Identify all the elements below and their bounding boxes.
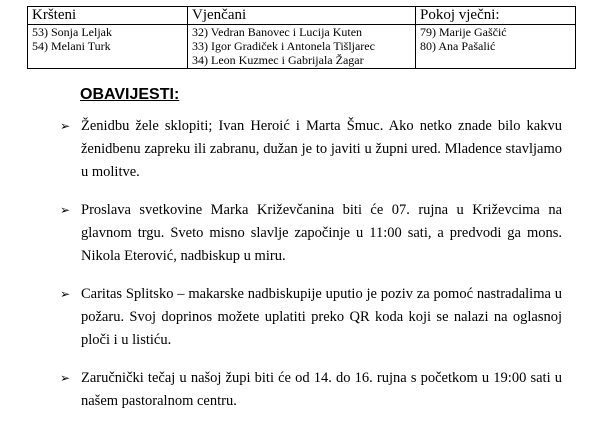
- arrow-bullet-icon: ➢: [60, 203, 71, 217]
- deceased-entry: 79) Marije Gaščić: [420, 25, 507, 39]
- married-entry: 32) Vedran Banovec i Lucija Kuten: [192, 25, 363, 39]
- announcement-text: Caritas Splitsko – makarske nadbiskupije uputio je poziv za pomoć nastradalima u požaru. Svoj doprinos možete uplatiti preko QR koda koji se nalazi na oglasnoj ploči i u listiću.: [81, 286, 562, 348]
- announcement-text: Ženidbu žele sklopiti; Ivan Heroić i Marta Šmuc. Ako netko znade bilo kakvu ženidbenu zapreku ili zabranu, dužan je to javiti u župni ured. Mladence stavljamo u molitve.: [81, 118, 562, 180]
- deceased-entry: 80) Ana Pašalić: [420, 39, 496, 53]
- announcement-item: [60, 367, 562, 413]
- announcement-item: [60, 115, 562, 184]
- header-married: Vjenčani: [188, 7, 416, 25]
- baptized-list: [28, 25, 188, 69]
- married-entry: 34) Leon Kuzmec i Gabrijala Žagar: [192, 53, 364, 67]
- header-baptized: Kršteni: [28, 7, 188, 25]
- announcements-list: [60, 115, 562, 428]
- arrow-bullet-icon: ➢: [60, 119, 71, 133]
- announcement-text: Zaručnički tečaj u našoj župi biti će od 14. do 16. rujna s početkom u 19:00 sati u našem pastoralnom centru.: [81, 370, 562, 409]
- registry-entries-row: [28, 25, 576, 69]
- arrow-bullet-icon: ➢: [60, 371, 71, 385]
- baptized-entry: 54) Melani Turk: [32, 39, 111, 53]
- registry-header-row: [28, 7, 576, 25]
- deceased-list: [416, 25, 576, 69]
- arrow-bullet-icon: ➢: [60, 287, 71, 301]
- parish-registry-table: [27, 6, 576, 69]
- announcement-text: Proslava svetkovine Marka Križevčanina biti će 07. rujna u Križevcima na glavnom trgu. Sveto misno slavlje započinje u 11:00 sati, a predvodi ga mons. Nikola Eterović, nadbiskup u miru.: [81, 202, 562, 264]
- header-deceased: Pokoj vječni:: [416, 7, 576, 25]
- announcement-item: [60, 199, 562, 268]
- announcements-heading: OBAVIJESTI:: [80, 86, 180, 103]
- married-list: [188, 25, 416, 69]
- married-entry: 33) Igor Gradiček i Antonela Tišljarec: [192, 39, 375, 53]
- baptized-entry: 53) Sonja Leljak: [32, 25, 112, 39]
- announcement-item: [60, 283, 562, 352]
